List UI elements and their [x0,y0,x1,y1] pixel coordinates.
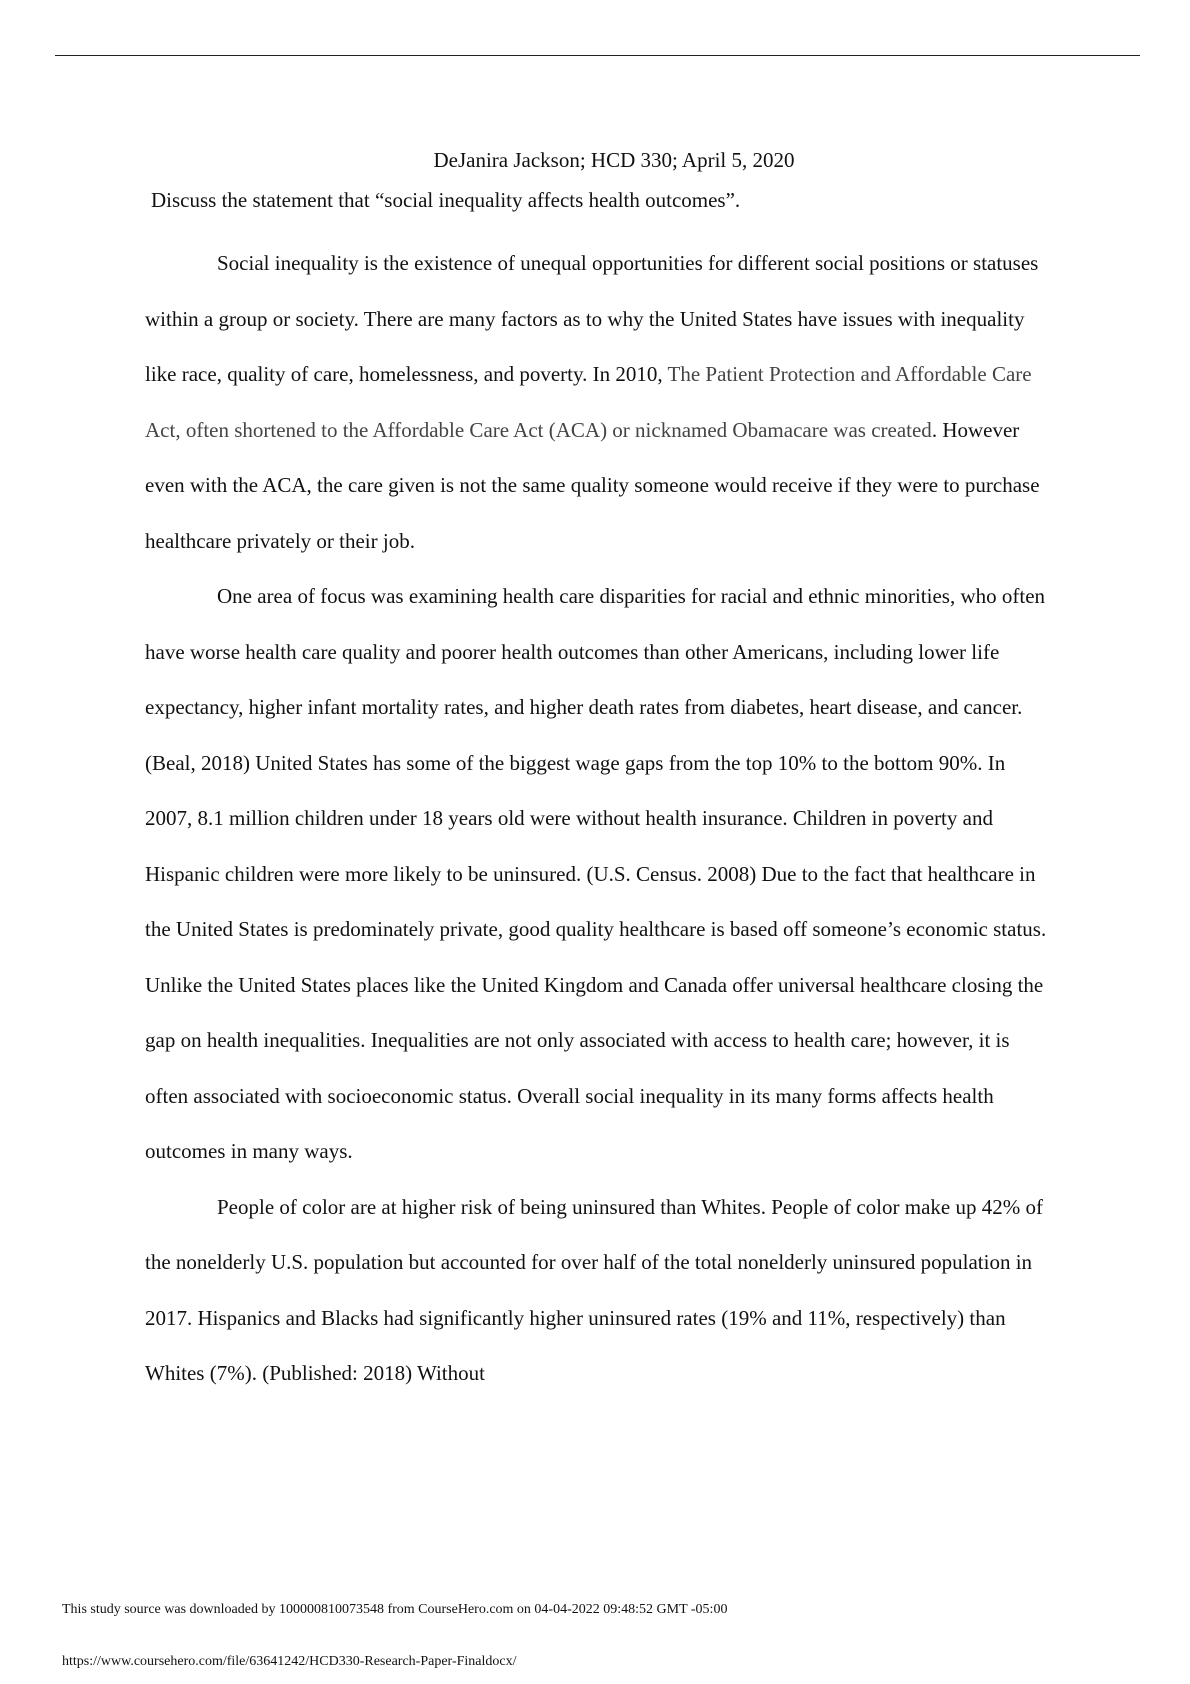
paragraph-1-text-end: . However even with the ACA, the care given is not the same quality someone would receive if they were to purchase healthcare privately or their job. [145,417,1040,553]
download-notice: This study source was downloaded by 100000810073548 from CourseHero.com on 04-04-2022 09:48:52 GMT -05:00 [62,1602,728,1617]
top-divider [55,55,1140,56]
paragraph-3: People of color are at higher risk of being uninsured than Whites. People of color make up 42% of the nonelderly U.S. population but accounted for over half of the total nonelderly uninsured population in 2017. Hispanics and Blacks had significantly higher uninsured rates (19% and 11%, respectively) than Whites (7%). (Published: 2018) Without [145,1194,1043,1385]
document-body [145,144,1055,1402]
paragraph-2: One area of focus was examining health care disparities for racial and ethnic minorities, who often have worse health care quality and poorer health outcomes than other Americans, including lower life expectancy, higher infant mortality rates, and higher death rates from diabetes, heart disease, and cancer. (Beal, 2018) United States has some of the biggest wage gaps from the top 10% to the bottom 90%. In 2007, 8.1 million children under 18 years old were without health insurance. Children in poverty and Hispanic children were more likely to be uninsured. (U.S. Census. 2008) Due to the fact that healthcare in the United States is predominately private, good quality healthcare is based off someone’s economic status. Unlike the United States places like the United Kingdom and Canada offer universal healthcare closing the gap on health inequalities. Inequalities are not only associated with access to health care; however, it is often associated with socioeconomic status. Overall social inequality in its many forms affects health outcomes in many ways. [145,584,1047,1163]
aca-reference: The Patient Protection and Affordable Care Act, often shortened to the Affordable Care Act (ACA) or nicknamed Obamacare was created [145,362,1032,442]
paragraph-1-text-start: Social inequality is the existence of unequal opportunities for different social positions or statuses within a group or society. There are many factors as to why the United States have issues with inequality like race, quality of care, homelessness, and poverty. In 2010, [145,251,1039,386]
paragraph-1 [145,236,1055,569]
essay-prompt: Discuss the statement that “social inequality affects health outcomes”. [151,188,741,212]
source-url[interactable]: https://www.coursehero.com/file/63641242/HCD330-Research-Paper-Finaldocx/ [62,1654,517,1669]
document-header: DeJanira Jackson; HCD 330; April 5, 2020 [433,148,795,172]
